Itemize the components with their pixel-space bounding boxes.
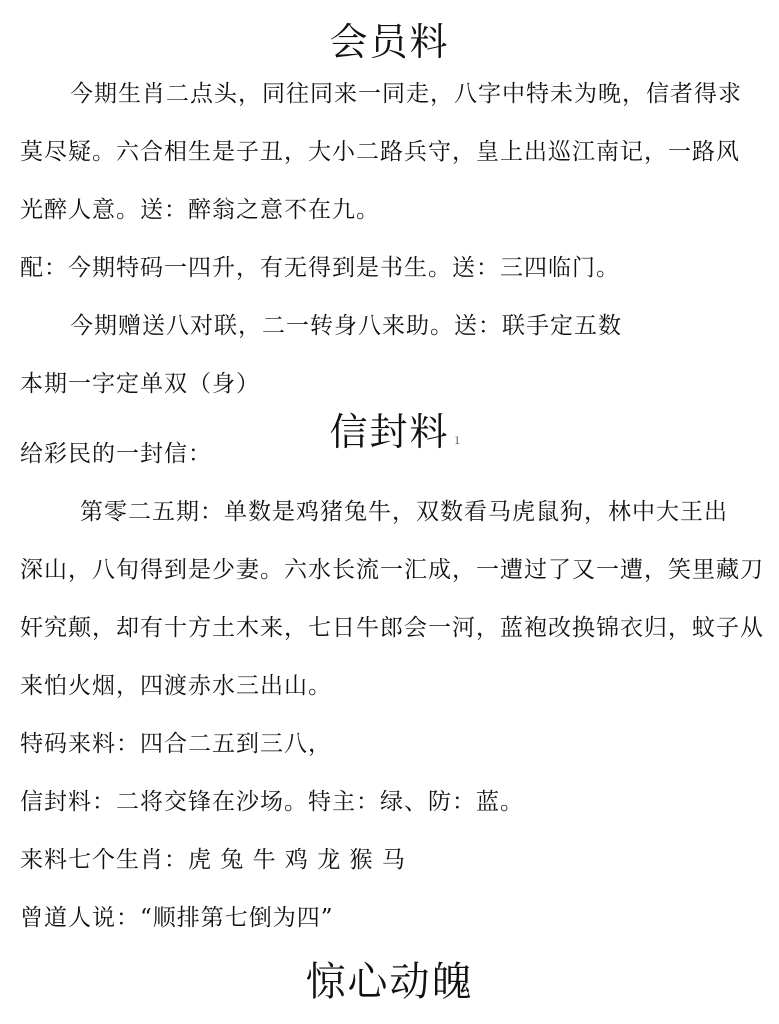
member-line-1: 今期生肖二点头，同往同来一同走，八字中特未为晚，信者得求 [70,81,742,107]
member-line-2: 莫尽疑。六合相生是子丑，大小二路兵守，皇上出巡江南记，一路风 [20,139,740,165]
letter-line-2: 深山，八旬得到是少妻。六水长流一汇成，一遭过了又一遭，笑里藏刀 [20,557,764,583]
letter-line-5: 特码来料：四合二五到三八， [20,731,332,757]
member-line-4: 配：今期特码一四升，有无得到是书生。送：三四临门。 [20,255,620,281]
letter-line-7: 来料七个生肖：虎 兔 牛 鸡 龙 猴 马 [20,847,406,873]
letter-line-6: 信封料：二将交锋在沙场。特主：绿、防：蓝。 [20,789,524,815]
section-title-thrill: 惊心动魄 [305,959,474,1005]
letter-line-8: 曾道人说：“顺排第七倒为四” [20,905,334,931]
member-line-3: 光醉人意。送：醉翁之意不在九。 [20,197,380,223]
scan-mark: ı [455,432,460,448]
member-line-5: 今期赠送八对联，二一转身八来助。送：联手定五数 [70,313,622,339]
letter-line-4: 来怕火烟，四渡赤水三出山。 [20,673,332,699]
letter-greeting: 给彩民的一封信： [20,441,212,467]
letter-line-3: 奸究颠，却有十方土木来，七日牛郎会一河，蓝袍改换锦衣归，蚊子从 [20,615,764,641]
section-title-letter: 信封料 [329,410,450,454]
member-line-6: 本期一字定单双（身） [20,371,260,397]
section-title-member: 会员料 [329,20,450,64]
letter-line-1: 第零二五期：单数是鸡猪兔牛，双数看马虎鼠狗，林中大王出 [80,499,728,525]
